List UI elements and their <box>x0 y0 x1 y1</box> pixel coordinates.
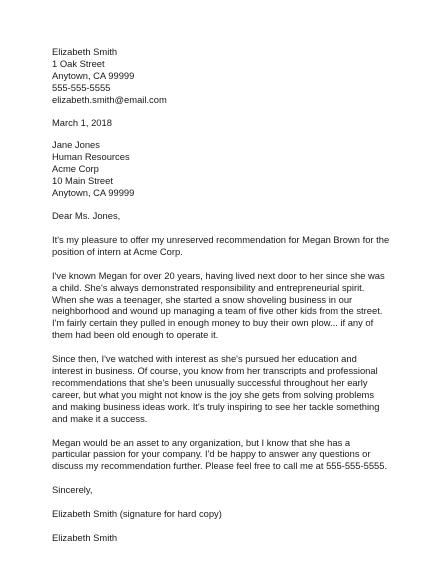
salutation <box>52 210 397 222</box>
paragraph-line: I've known Megan for over 20 years, having lived next door to her since she was <box>52 269 385 281</box>
paragraph-line: and making business ideas work. It's truly inspiring to see her tackle something <box>52 400 380 412</box>
sender-phone: 555-555-5555 <box>52 81 111 93</box>
paragraph-line: and make it a success. <box>52 412 148 424</box>
paragraph-line: I'm fairly certain they pulled in enough money to buy their own plow... if any of <box>52 317 374 329</box>
body-paragraph-2 <box>52 270 397 341</box>
paragraph-line: recommendations that she's been unusually successful throughout her early <box>52 376 368 388</box>
recipient-street: 10 Main Street <box>52 175 113 187</box>
signature-block <box>52 508 397 520</box>
signature-line: Elizabeth Smith (signature for hard copy) <box>52 508 222 520</box>
paragraph-line: It's my pleasure to offer my unreserved recommendation for Megan Brown for the <box>52 233 390 245</box>
recipient-department: Human Resources <box>52 151 130 163</box>
paragraph-line: neighborhood and wound up managing a team of five other kids from the street. <box>52 305 383 317</box>
recommendation-letter <box>52 46 397 544</box>
signer <box>52 532 397 544</box>
sender-address <box>52 46 397 106</box>
recipient-name: Jane Jones <box>52 139 100 151</box>
paragraph-line: discuss my recommendation further. Please feel free to call me at 555-555-5555. <box>52 460 388 472</box>
body-paragraph-4 <box>52 437 397 473</box>
letter-date <box>52 117 397 129</box>
paragraph-line: Since then, I've watched with interest as she's pursued her education and <box>52 353 357 365</box>
body-paragraph-3 <box>52 353 397 424</box>
paragraph-line: a child. She's always demonstrated responsibility and entrepreneurial spirit. <box>52 281 365 293</box>
body-paragraph-1 <box>52 234 397 258</box>
paragraph-line: particular passion for your company. I'd be happy to answer any questions or <box>52 448 371 460</box>
recipient-address <box>52 139 397 199</box>
paragraph-line: career, but what you might not know is the joy she gets from solving problems <box>52 388 375 400</box>
closing <box>52 484 397 496</box>
signer-name: Elizabeth Smith <box>52 532 118 544</box>
paragraph-line: them had been old enough to operate it. <box>52 329 219 341</box>
salutation-text: Dear Ms. Jones, <box>52 209 121 221</box>
paragraph-line: interest in business. Of course, you know from her transcripts and professional <box>52 365 378 377</box>
sender-street: 1 Oak Street <box>52 57 105 69</box>
paragraph-line: position of intern at Acme Corp. <box>52 245 183 257</box>
sender-city: Anytown, CA 99999 <box>52 69 135 81</box>
recipient-city: Anytown, CA 99999 <box>52 187 135 199</box>
recipient-company: Acme Corp <box>52 163 99 175</box>
closing-text: Sincerely, <box>52 484 93 496</box>
sender-email: elizabeth.smith@email.com <box>52 93 167 105</box>
paragraph-line: When she was a teenager, she started a snow shoveling business in our <box>52 293 353 305</box>
sender-name: Elizabeth Smith <box>52 46 118 57</box>
date-text: March 1, 2018 <box>52 116 112 128</box>
paragraph-line: Megan would be an asset to any organization, but I know that she has a <box>52 436 351 448</box>
